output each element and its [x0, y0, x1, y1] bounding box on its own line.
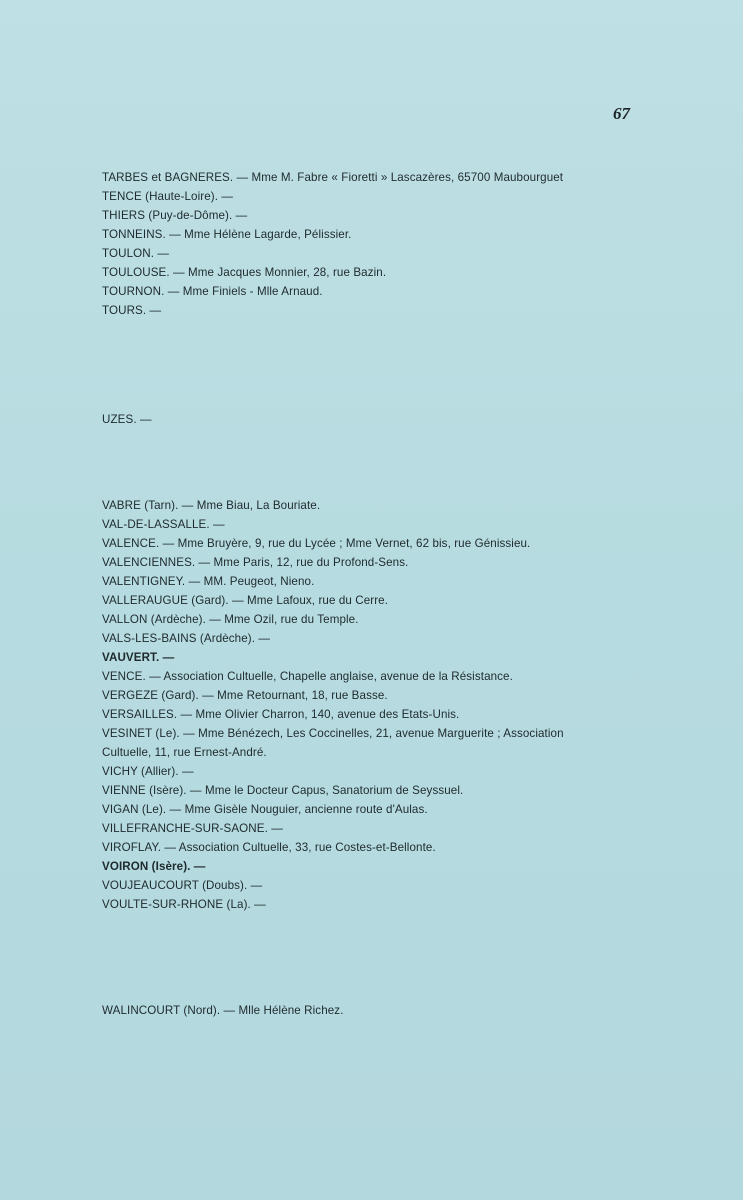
entry: TONNEINS. — Mme Hélène Lagarde, Pélissier. [102, 228, 352, 241]
entry: TARBES et BAGNERES. — Mme M. Fabre « Fioretti » Lascazères, 65700 Maubourguet [102, 171, 564, 184]
entry: TOURS. — [102, 304, 162, 317]
entry: VAL-DE-LASSALLE. — [102, 518, 225, 531]
entry: VENCE. — Association Cultuelle, Chapelle anglaise, avenue de la Résistance. [102, 670, 513, 683]
entry: VIROFLAY. — Association Cultuelle, 33, rue Costes-et-Bellonte. [102, 841, 436, 854]
directory-entries [102, 168, 642, 1020]
entry: THIERS (Puy-de-Dôme). — [102, 209, 248, 222]
entry: VOIRON (Isère). — [102, 860, 206, 873]
entry: TOULOUSE. — Mme Jacques Monnier, 28, rue Bazin. [102, 266, 387, 279]
group-v [102, 496, 642, 914]
entry-continuation: Cultuelle, 11, rue Ernest-André. [102, 746, 267, 759]
entry: VERSAILLES. — Mme Olivier Charron, 140, avenue des Etats-Unis. [102, 708, 460, 721]
entry: VIENNE (Isère). — Mme le Docteur Capus, Sanatorium de Seyssuel. [102, 784, 464, 797]
entry: TENCE (Haute-Loire). — [102, 190, 234, 203]
entry: VALENCE. — Mme Bruyère, 9, rue du Lycée ; Mme Vernet, 62 bis, rue Génissieu. [102, 537, 531, 550]
entry: TOULON. — [102, 247, 170, 260]
group-u [102, 410, 642, 429]
entry: VOUJEAUCOURT (Doubs). — [102, 879, 263, 892]
entry: VERGEZE (Gard). — Mme Retournant, 18, rue Basse. [102, 689, 388, 702]
entry: UZES. — [102, 413, 152, 426]
entry: VALENCIENNES. — Mme Paris, 12, rue du Profond-Sens. [102, 556, 409, 569]
entry: VIGAN (Le). — Mme Gisèle Nouguier, ancienne route d'Aulas. [102, 803, 428, 816]
spacer [102, 320, 642, 410]
page-number: 67 [613, 104, 630, 123]
entry: VABRE (Tarn). — Mme Biau, La Bouriate. [102, 499, 321, 512]
group-w [102, 1001, 642, 1020]
entry: TOURNON. — Mme Finiels - Mlle Arnaud. [102, 285, 323, 298]
spacer [102, 429, 642, 496]
entry: VICHY (Allier). — [102, 765, 194, 778]
group-t [102, 168, 642, 320]
entry: VALLON (Ardèche). — Mme Ozil, rue du Temple. [102, 613, 359, 626]
spacer [102, 914, 642, 1001]
entry: VALLERAUGUE (Gard). — Mme Lafoux, rue du Cerre. [102, 594, 389, 607]
entry: WALINCOURT (Nord). — Mlle Hélène Richez. [102, 1004, 344, 1017]
entry: VESINET (Le). — Mme Bénézech, Les Coccinelles, 21, avenue Marguerite ; Association [102, 727, 564, 740]
entry: VALS-LES-BAINS (Ardèche). — [102, 632, 271, 645]
entry: VOULTE-SUR-RHONE (La). — [102, 898, 266, 911]
entry: VALENTIGNEY. — MM. Peugeot, Nieno. [102, 575, 315, 588]
entry: VAUVERT. — [102, 651, 175, 664]
entry: VILLEFRANCHE-SUR-SAONE. — [102, 822, 283, 835]
